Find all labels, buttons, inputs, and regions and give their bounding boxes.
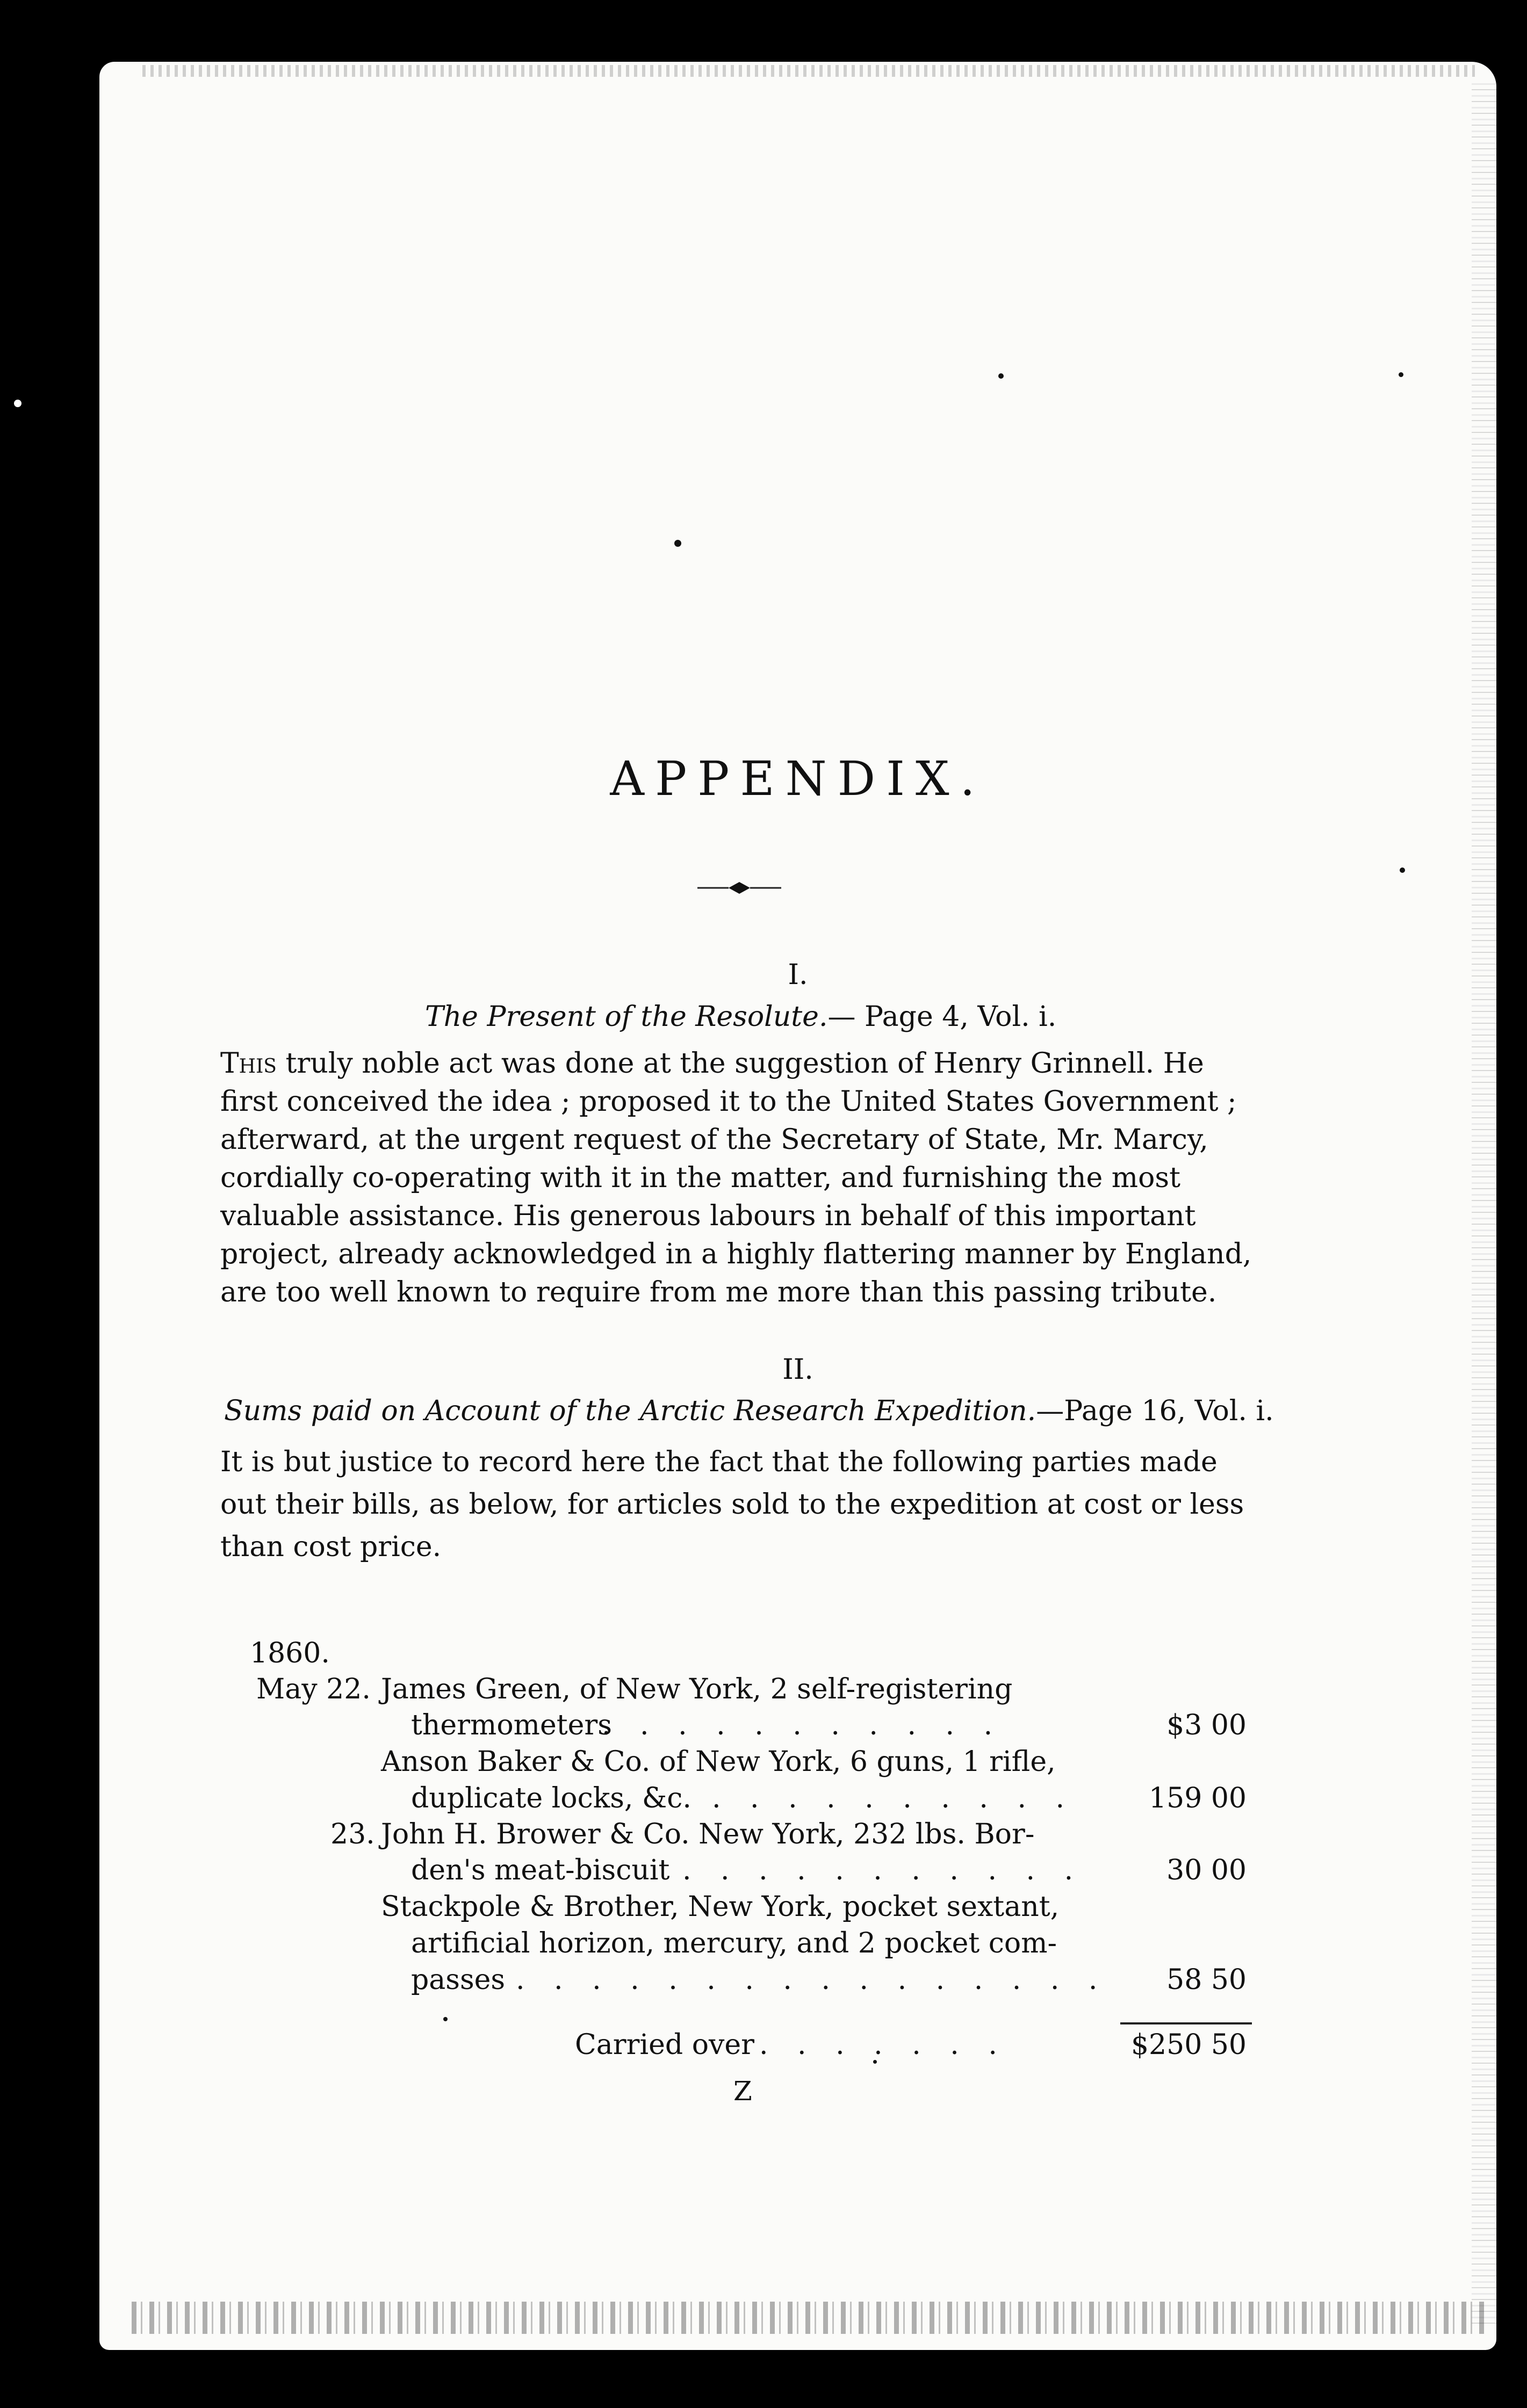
ledger-entry-amount: 30 00 [1166, 1854, 1247, 1886]
ledger-entry-amount: 159 00 [1149, 1782, 1247, 1814]
ledger-entry-line: thermometers [411, 1709, 612, 1741]
ledger-entry-date: 23. [330, 1818, 375, 1850]
section-one-lead-word: This [220, 1047, 277, 1080]
section-two-number: II. [782, 1354, 813, 1386]
section-one-line: project, already acknowledged in a highly flattering manner by England, [220, 1238, 1252, 1270]
section-one-line: afterward, at the urgent request of the Secretary of State, Mr. Marcy, [220, 1124, 1208, 1156]
section-one-line: valuable assistance. His generous labours in behalf of this important [220, 1200, 1196, 1232]
ledger-entry-line: James Green, of New York, 2 self-registering [381, 1673, 1013, 1705]
book-page [99, 62, 1496, 2350]
page-title: APPENDIX. [610, 751, 986, 806]
section-one-heading-reference: — Page 4, Vol. i. [827, 1001, 1057, 1033]
ledger-entry-line: Anson Baker & Co. of New York, 6 guns, 1 rifle, [381, 1746, 1056, 1778]
ledger-entry-amount: 58 50 [1166, 1964, 1247, 1996]
section-one-line: truly noble act was done at the suggestion of Henry Grinnell. He [276, 1047, 1204, 1080]
section-one-number: I. [788, 959, 808, 991]
page-content [99, 62, 1496, 2350]
ledger-entry-amount: $3 00 [1166, 1709, 1247, 1741]
section-two-line: than cost price. [220, 1531, 442, 1563]
section-two-line: It is but justice to record here the fact that the following parties made [220, 1446, 1218, 1478]
ledger-leader-dots: . . . . . . . . . . . [602, 1709, 1003, 1741]
total-rule [1120, 2022, 1252, 2024]
ledger-entry-line: Stackpole & Brother, New York, pocket sextant, [381, 1891, 1060, 1923]
section-one-heading-title: The Present of the Resolute. [425, 1001, 828, 1033]
ledger-entry-date: May 22. [256, 1673, 371, 1705]
ledger-year: 1860. [250, 1637, 330, 1669]
carried-over-amount: $250 50 [1130, 2029, 1247, 2061]
expense-ledger [99, 62, 1496, 2350]
binding-hole [14, 400, 21, 407]
ledger-entry-line: John H. Brower & Co. New York, 232 lbs. Bor- [381, 1818, 1035, 1850]
section-one-line: first conceived the idea ; proposed it to the United States Government ; [220, 1086, 1237, 1118]
section-two-line: out their bills, as below, for articles sold to the expedition at cost or less [220, 1488, 1244, 1521]
carried-over-label: Carried over [575, 2029, 755, 2061]
section-two-heading-reference: —Page 16, Vol. i. [1036, 1395, 1274, 1427]
ledger-leader-dots: . . . . . . . . . . . . . . . . [516, 1964, 1108, 1996]
section-one-line: cordially co-operating with it in the matter, and furnishing the most [220, 1162, 1180, 1194]
ledger-leader-dots: . . . . . . . . . . [712, 1782, 1075, 1814]
ledger-entry-line: duplicate locks, &c. [411, 1782, 692, 1814]
signature-mark: Z [733, 2076, 752, 2107]
section-two-heading-title: Sums paid on Account of the Arctic Research Expedition. [224, 1395, 1036, 1427]
ledger-entry-line: passes [411, 1964, 506, 1996]
ledger-leader-dots: . . . . . . . . . . . [682, 1854, 1084, 1886]
ledger-leader-dots: . . . . . . . [759, 2029, 1007, 2061]
ledger-entry-line: den's meat-biscuit [411, 1854, 670, 1886]
ledger-entry-line: artificial horizon, mercury, and 2 pocket com- [411, 1927, 1057, 1959]
section-one-line: are too well known to require from me more than this passing tribute. [220, 1276, 1217, 1308]
